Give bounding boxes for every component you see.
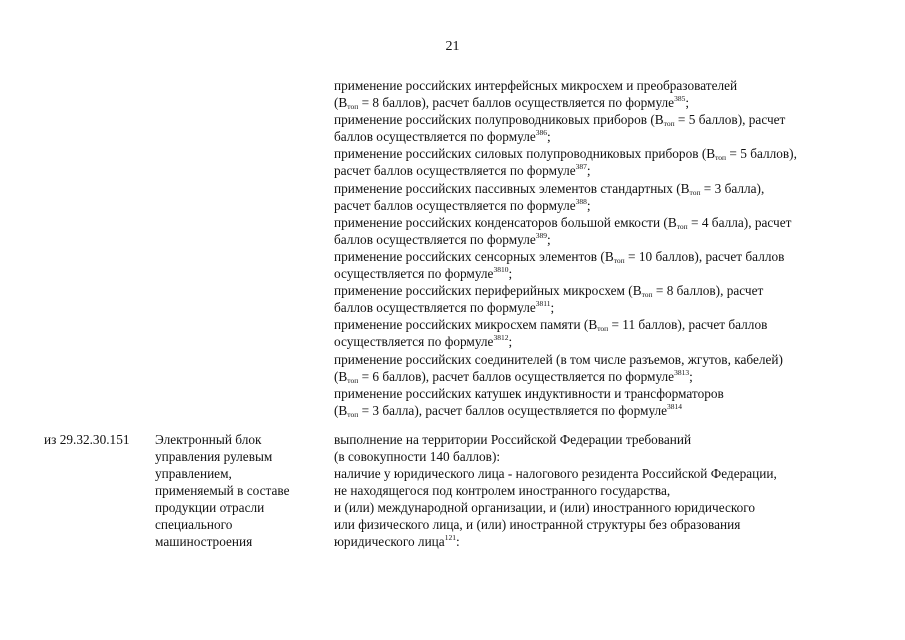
subscript: топ (663, 119, 675, 129)
text-run: применение российских силовых полупроводниковых приборов (В (334, 146, 716, 162)
text-run: ; (685, 95, 690, 111)
text-run: применение российских интерфейсных микросхем и преобразователей (334, 78, 738, 93)
requirement-line (334, 448, 879, 465)
footnote-ref: 38 (493, 265, 501, 275)
subscript: топ (347, 102, 359, 112)
text-run: ; (546, 129, 551, 145)
footnote-ref: 5 (681, 94, 686, 104)
text-run: и (или) международной организации, и (или) иностранного юридического (334, 500, 756, 515)
text-run: (В (334, 95, 348, 111)
requirement-line (334, 77, 879, 94)
requirement-line (334, 465, 879, 482)
footnote-ref: 38 (674, 367, 682, 377)
text-run: применение российских сенсорных элементов (В (334, 248, 614, 264)
footnote-ref: 13 (681, 367, 690, 377)
text-run: ; (586, 197, 591, 213)
text-run: (В (334, 402, 348, 418)
product-name-line: машиностроения (155, 534, 253, 549)
product-name-line: продукции отрасли (155, 500, 265, 515)
requirement-line (334, 516, 879, 533)
text-run: применение российских полупроводниковых приборов (В (334, 112, 664, 128)
text-run: = 3 балла), расчет баллов осуществляется по формуле (358, 402, 668, 418)
requirements-continued (334, 77, 879, 419)
product-name-line: применяемый в составе (155, 483, 290, 498)
requirement-line (334, 265, 879, 282)
text-run: расчет баллов осуществляется по формуле (334, 197, 576, 213)
requirement-line (334, 197, 879, 214)
text-run: применение российских микросхем памяти (В (334, 317, 598, 333)
text-run: : (455, 534, 460, 549)
requirement-line (334, 299, 879, 316)
requirement-line (334, 316, 879, 333)
footnote-ref: 12 (444, 533, 453, 542)
subscript: топ (597, 324, 609, 334)
requirement-line (334, 231, 879, 248)
requirement-line (334, 94, 879, 111)
footnote-ref: 38 (667, 401, 675, 411)
text-run: осуществляется по формуле (334, 266, 494, 282)
text-run: = 11 баллов), расчет баллов (608, 317, 768, 333)
footnote-ref: 12 (500, 333, 509, 343)
text-run: применение российских катушек индуктивности и трансформаторов (334, 385, 724, 401)
text-run: ; (508, 266, 513, 282)
text-run: баллов осуществляется по формуле (334, 129, 536, 145)
subscript: топ (613, 255, 625, 265)
footnote-ref: 10 (500, 265, 509, 275)
requirement-line (334, 482, 879, 499)
text-run: ; (550, 300, 555, 316)
text-run: = 5 баллов), расчет (674, 112, 786, 128)
text-run: баллов осуществляется по формуле (334, 300, 536, 316)
footnote-ref: 38 (575, 162, 584, 172)
product-name-line: специального (155, 517, 233, 532)
subscript: топ (347, 409, 359, 419)
product-code: из 29.32.30.151 (44, 432, 130, 447)
text-run: = 4 балла), расчет (687, 214, 792, 230)
requirement-line (334, 385, 879, 402)
text-run: = 10 баллов), расчет баллов (624, 248, 785, 264)
requirement-line (334, 282, 879, 299)
subscript: топ (641, 290, 653, 300)
text-run: или физического лица, и (или) иностранной структуры без образования (334, 517, 741, 532)
footnote-ref: 14 (674, 401, 683, 411)
requirement-line (334, 402, 879, 419)
text-run: (В (334, 368, 348, 384)
text-run: = 3 балла), (700, 180, 765, 196)
text-run: = 8 баллов), расчет (652, 283, 764, 299)
product-name-line: управлением, (155, 466, 232, 481)
product-name-line: управления рулевым (155, 449, 273, 464)
text-run: применение российских пассивных элементов стандартных (В (334, 180, 690, 196)
text-run: = 8 баллов), расчет баллов осуществляется по формуле (358, 95, 675, 111)
subscript: топ (676, 221, 688, 231)
footnote-ref: 9 (543, 230, 547, 240)
text-run: применение российских соединителей (в том числе разъемов, жгутов, кабелей) (334, 351, 783, 367)
product-name-line: Электронный блок (155, 432, 262, 447)
text-run: ; (689, 368, 693, 384)
text-run: = 5 баллов), (726, 146, 797, 162)
page-number: 21 (445, 39, 460, 54)
text-run: ; (546, 231, 551, 247)
text-run: наличие у юридического лица - налогового резидента Российской Федерации, (334, 466, 777, 481)
text-run: ; (508, 334, 513, 350)
text-run: применение российских периферийных микросхем (В (334, 283, 642, 299)
footnote-ref: 1 (452, 533, 456, 542)
requirement-line (334, 145, 879, 162)
requirement-line (334, 368, 879, 385)
requirement-line (334, 533, 879, 550)
text-run: выполнение на территории Российской Федерации требований (334, 432, 692, 447)
text-run: юридического лица (334, 534, 445, 549)
footnote-ref: 6 (543, 128, 547, 138)
text-run: (в совокупности 140 баллов): (334, 449, 501, 464)
footnote-ref: 38 (535, 230, 544, 240)
text-run: не находящегося под контролем иностранного государства, (334, 483, 671, 498)
requirement-line (334, 214, 879, 231)
requirement-line (334, 162, 879, 179)
product-requirements (334, 431, 879, 550)
footnote-ref: 38 (535, 128, 544, 138)
requirement-line (334, 248, 879, 265)
footnote-ref: 38 (575, 196, 584, 206)
text-run: применение российских конденсаторов большой емкости (В (334, 214, 677, 230)
requirement-line (334, 180, 879, 197)
subscript: топ (715, 153, 727, 163)
footnote-ref: 7 (583, 162, 587, 172)
footnote-ref: 11 (543, 299, 551, 309)
footnote-ref: 38 (674, 94, 682, 104)
footnote-ref: 38 (493, 333, 501, 343)
text-run: ; (586, 163, 591, 179)
footnote-ref: 8 (583, 196, 587, 206)
requirement-line (334, 499, 879, 516)
requirement-line (334, 333, 879, 350)
text-run: = 6 баллов), расчет баллов осуществляется по формуле (358, 368, 675, 384)
product-name (155, 431, 325, 550)
subscript: топ (347, 375, 359, 385)
requirement-line (334, 128, 879, 145)
text-run: баллов осуществляется по формуле (334, 231, 536, 247)
footnote-ref: 38 (535, 299, 544, 309)
text-run: расчет баллов осуществляется по формуле (334, 163, 576, 179)
requirement-line (334, 431, 879, 448)
requirement-line (334, 351, 879, 368)
subscript: топ (689, 187, 701, 197)
requirement-line (334, 111, 879, 128)
text-run: осуществляется по формуле (334, 334, 494, 350)
